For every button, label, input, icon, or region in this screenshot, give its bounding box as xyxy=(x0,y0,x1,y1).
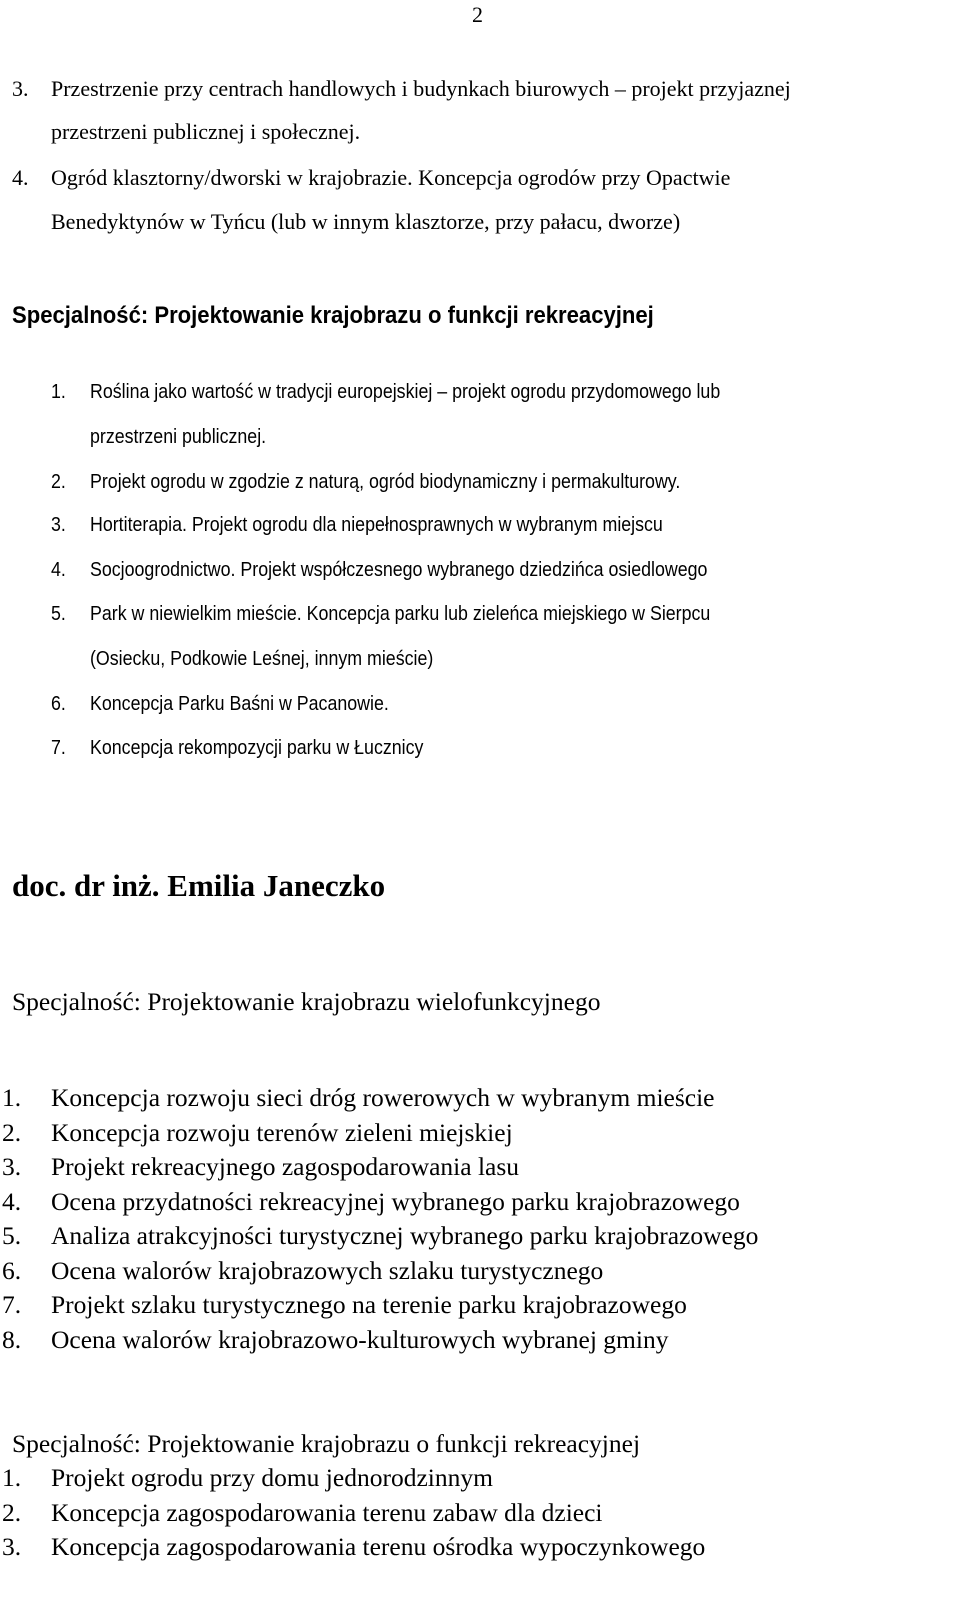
list-item-number: 3. xyxy=(51,514,66,536)
list-item-text-continued: przestrzeni publicznej i społecznej. xyxy=(51,119,361,144)
list-item-text: Koncepcja zagospodarowania terenu ośrodka wypoczynkowego xyxy=(51,1532,706,1561)
list-item-number: 6. xyxy=(51,693,66,715)
list-item-text-continued: Benedyktynów w Tyńcu (lub w innym klasztorze, przy pałacu, dworze) xyxy=(51,209,681,234)
list-item-text: Projekt szlaku turystycznego na terenie parku krajobrazowego xyxy=(51,1290,687,1319)
list-item-text: Park w niewielkim mieście. Koncepcja parku lub zieleńca miejskiego w Sierpcu xyxy=(90,603,711,625)
section-heading: Specjalność: Projektowanie krajobrazu wielofunkcyjnego xyxy=(12,987,601,1016)
list-item-number: 7. xyxy=(2,1290,22,1319)
list-item-number: 5. xyxy=(51,603,66,625)
section-heading: Specjalność: Projektowanie krajobrazu o funkcji rekreacyjnej xyxy=(12,302,654,329)
list-item-text: Ocena przydatności rekreacyjnej wybranego parku krajobrazowego xyxy=(51,1187,740,1216)
list-item-number: 2. xyxy=(2,1498,22,1527)
list-item-text: Ogród klasztorny/dworski w krajobrazie. Koncepcja ogrodów przy Opactwie xyxy=(51,165,731,190)
list-item-text: Koncepcja Parku Baśni w Pacanowie. xyxy=(90,693,389,715)
list-item-text: Projekt ogrodu przy domu jednorodzinnym xyxy=(51,1463,493,1492)
list-item-number: 4. xyxy=(51,559,66,581)
list-item-text: Socjoogrodnictwo. Projekt współczesnego wybranego dziedzińca osiedlowego xyxy=(90,559,708,581)
list-item-text: Koncepcja rekompozycji parku w Łucznicy xyxy=(90,737,424,759)
list-item-text: Ocena walorów krajobrazowo-kulturowych wybranej gminy xyxy=(51,1325,669,1354)
list-item-text: Koncepcja zagospodarowania terenu zabaw dla dzieci xyxy=(51,1498,603,1527)
list-item-number: 3. xyxy=(2,1152,22,1181)
list-item-text: Roślina jako wartość w tradycji europejskiej – projekt ogrodu przydomowego lub xyxy=(90,381,721,403)
list-item-text: Przestrzenie przy centrach handlowych i budynkach biurowych – projekt przyjaznej xyxy=(51,76,791,101)
supervisor-name: doc. dr inż. Emilia Janeczko xyxy=(12,868,386,903)
page-number: 2 xyxy=(472,2,483,27)
list-item-text: Projekt ogrodu w zgodzie z naturą, ogród biodynamiczny i permakulturowy. xyxy=(90,471,681,493)
list-item-text: Analiza atrakcyjności turystycznej wybranego parku krajobrazowego xyxy=(51,1221,759,1250)
list-item-number: 1. xyxy=(2,1463,22,1492)
section-heading: Specjalność: Projektowanie krajobrazu o funkcji rekreacyjnej xyxy=(12,1429,641,1458)
list-item-text-continued: (Osiecku, Podkowie Leśnej, innym mieście) xyxy=(90,648,434,670)
list-item-number: 6. xyxy=(2,1256,22,1285)
list-item-number: 1. xyxy=(51,381,66,403)
list-item-text-continued: przestrzeni publicznej. xyxy=(90,426,267,448)
list-item-text: Projekt rekreacyjnego zagospodarowania lasu xyxy=(51,1152,520,1181)
list-item-text: Hortiterapia. Projekt ogrodu dla niepełnosprawnych w wybranym miejscu xyxy=(90,514,663,536)
list-item-text: Ocena walorów krajobrazowych szlaku turystycznego xyxy=(51,1256,604,1285)
list-item-text: Koncepcja rozwoju sieci dróg rowerowych w wybranym mieście xyxy=(51,1083,715,1112)
list-item-number: 4. xyxy=(12,165,29,190)
list-item-number: 3. xyxy=(2,1532,22,1561)
list-item-number: 5. xyxy=(2,1221,22,1250)
list-item-number: 3. xyxy=(12,76,29,101)
list-item-number: 8. xyxy=(2,1325,22,1354)
list-item-text: Koncepcja rozwoju terenów zieleni miejskiej xyxy=(51,1118,513,1147)
list-item-number: 7. xyxy=(51,737,66,759)
list-item-number: 4. xyxy=(2,1187,22,1216)
list-item-number: 1. xyxy=(2,1083,22,1112)
list-item-number: 2. xyxy=(2,1118,22,1147)
list-item-number: 2. xyxy=(51,471,66,493)
